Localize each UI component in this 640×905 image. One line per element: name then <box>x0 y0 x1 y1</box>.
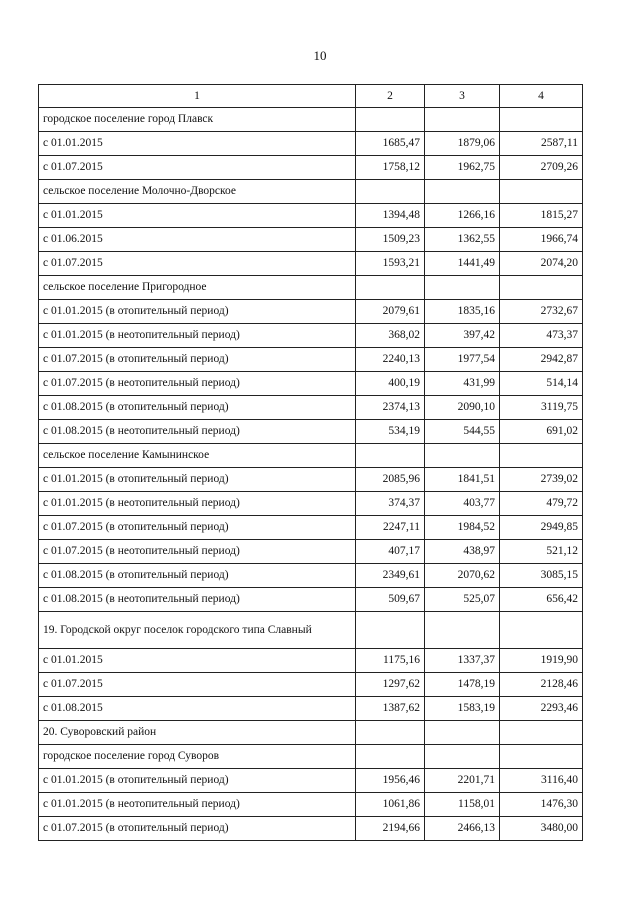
row-label: сельское поселение Пригородное <box>39 276 356 300</box>
value-col-4: 479,72 <box>500 492 583 516</box>
value-col-4 <box>500 180 583 204</box>
value-col-4: 1815,27 <box>500 204 583 228</box>
table-row <box>39 372 583 396</box>
row-label: с 01.08.2015 <box>39 697 356 721</box>
value-col-4 <box>500 444 583 468</box>
value-col-2: 374,37 <box>356 492 425 516</box>
value-col-2: 2079,61 <box>356 300 425 324</box>
table-row <box>39 540 583 564</box>
row-label: с 01.07.2015 (в неотопительный период) <box>39 372 356 396</box>
value-col-3: 438,97 <box>425 540 500 564</box>
table-row <box>39 252 583 276</box>
column-header-3: 3 <box>425 85 500 108</box>
value-col-2: 1061,86 <box>356 793 425 817</box>
value-col-2 <box>356 721 425 745</box>
table-row <box>39 817 583 841</box>
value-col-4: 3085,15 <box>500 564 583 588</box>
value-col-2: 1685,47 <box>356 132 425 156</box>
value-col-4 <box>500 721 583 745</box>
table-row <box>39 396 583 420</box>
row-label: с 01.01.2015 <box>39 649 356 673</box>
value-col-2 <box>356 612 425 649</box>
value-col-4: 2074,20 <box>500 252 583 276</box>
value-col-4 <box>500 612 583 649</box>
table-row <box>39 204 583 228</box>
value-col-3: 1337,37 <box>425 649 500 673</box>
value-col-2: 2194,66 <box>356 817 425 841</box>
row-label: сельское поселение Молочно-Дворское <box>39 180 356 204</box>
value-col-2: 2085,96 <box>356 468 425 492</box>
value-col-3: 1441,49 <box>425 252 500 276</box>
value-col-4: 473,37 <box>500 324 583 348</box>
row-label: с 01.07.2015 (в неотопительный период) <box>39 540 356 564</box>
table-row <box>39 420 583 444</box>
value-col-3: 1478,19 <box>425 673 500 697</box>
value-col-3: 1362,55 <box>425 228 500 252</box>
value-col-4: 691,02 <box>500 420 583 444</box>
value-col-3 <box>425 276 500 300</box>
row-label: с 01.07.2015 <box>39 252 356 276</box>
value-col-3: 2201,71 <box>425 769 500 793</box>
value-col-4: 2739,02 <box>500 468 583 492</box>
row-label: с 01.08.2015 (в неотопительный период) <box>39 420 356 444</box>
row-label: с 01.01.2015 (в отопительный период) <box>39 468 356 492</box>
row-label: с 01.01.2015 (в неотопительный период) <box>39 492 356 516</box>
table-row <box>39 348 583 372</box>
value-col-3: 1835,16 <box>425 300 500 324</box>
value-col-2: 2240,13 <box>356 348 425 372</box>
row-label: городское поселение город Суворов <box>39 745 356 769</box>
value-col-2: 1758,12 <box>356 156 425 180</box>
table-row <box>39 276 583 300</box>
value-col-3: 431,99 <box>425 372 500 396</box>
row-label: с 01.07.2015 <box>39 156 356 180</box>
value-col-3 <box>425 180 500 204</box>
value-col-3: 1158,01 <box>425 793 500 817</box>
table-row <box>39 180 583 204</box>
value-col-4: 1919,90 <box>500 649 583 673</box>
value-col-4: 2942,87 <box>500 348 583 372</box>
table-row <box>39 108 583 132</box>
value-col-2: 368,02 <box>356 324 425 348</box>
value-col-3: 2090,10 <box>425 396 500 420</box>
value-col-3: 1841,51 <box>425 468 500 492</box>
row-label: сельское поселение Камынинское <box>39 444 356 468</box>
value-col-2: 2349,61 <box>356 564 425 588</box>
value-col-3: 1962,75 <box>425 156 500 180</box>
table-row <box>39 156 583 180</box>
value-col-3: 403,77 <box>425 492 500 516</box>
value-col-2 <box>356 745 425 769</box>
value-col-2: 2374,13 <box>356 396 425 420</box>
value-col-3: 544,55 <box>425 420 500 444</box>
value-col-2: 2247,11 <box>356 516 425 540</box>
value-col-2: 1387,62 <box>356 697 425 721</box>
value-col-4: 2949,85 <box>500 516 583 540</box>
value-col-3 <box>425 721 500 745</box>
tariff-table-body <box>39 85 583 841</box>
value-col-4: 1966,74 <box>500 228 583 252</box>
row-label: с 01.01.2015 (в отопительный период) <box>39 300 356 324</box>
value-col-3: 397,42 <box>425 324 500 348</box>
table-row <box>39 468 583 492</box>
table-row <box>39 588 583 612</box>
column-header-1: 1 <box>39 85 356 108</box>
table-row <box>39 769 583 793</box>
value-col-3 <box>425 108 500 132</box>
value-col-4 <box>500 108 583 132</box>
row-label: городское поселение город Плавск <box>39 108 356 132</box>
table-row <box>39 673 583 697</box>
value-col-4: 514,14 <box>500 372 583 396</box>
table-header-row <box>39 85 583 108</box>
value-col-3 <box>425 612 500 649</box>
value-col-4: 2128,46 <box>500 673 583 697</box>
value-col-2 <box>356 108 425 132</box>
row-label: с 01.07.2015 (в отопительный период) <box>39 516 356 540</box>
value-col-4: 2732,67 <box>500 300 583 324</box>
table-row <box>39 228 583 252</box>
value-col-2: 1394,48 <box>356 204 425 228</box>
value-col-2: 1175,16 <box>356 649 425 673</box>
value-col-2 <box>356 444 425 468</box>
value-col-2: 1956,46 <box>356 769 425 793</box>
value-col-4: 3119,75 <box>500 396 583 420</box>
value-col-4: 2709,26 <box>500 156 583 180</box>
value-col-3 <box>425 745 500 769</box>
table-row <box>39 444 583 468</box>
value-col-3: 1879,06 <box>425 132 500 156</box>
value-col-2: 534,19 <box>356 420 425 444</box>
value-col-2 <box>356 180 425 204</box>
row-label: с 01.08.2015 (в отопительный период) <box>39 396 356 420</box>
row-label: с 01.07.2015 <box>39 673 356 697</box>
row-label: с 01.08.2015 (в отопительный период) <box>39 564 356 588</box>
value-col-2: 1297,62 <box>356 673 425 697</box>
value-col-2 <box>356 276 425 300</box>
column-header-2: 2 <box>356 85 425 108</box>
row-label: с 01.06.2015 <box>39 228 356 252</box>
value-col-3: 525,07 <box>425 588 500 612</box>
row-label: с 01.08.2015 (в неотопительный период) <box>39 588 356 612</box>
value-col-4: 2293,46 <box>500 697 583 721</box>
value-col-4 <box>500 745 583 769</box>
value-col-3: 1977,54 <box>425 348 500 372</box>
row-label: с 01.07.2015 (в отопительный период) <box>39 348 356 372</box>
value-col-2: 509,67 <box>356 588 425 612</box>
table-row <box>39 697 583 721</box>
value-col-2: 1509,23 <box>356 228 425 252</box>
row-label: с 01.01.2015 <box>39 132 356 156</box>
value-col-2: 1593,21 <box>356 252 425 276</box>
row-label: с 01.01.2015 (в отопительный период) <box>39 769 356 793</box>
value-col-2: 400,19 <box>356 372 425 396</box>
table-row <box>39 516 583 540</box>
table-row <box>39 300 583 324</box>
value-col-4: 1476,30 <box>500 793 583 817</box>
row-label: с 01.01.2015 (в неотопительный период) <box>39 324 356 348</box>
value-col-3 <box>425 444 500 468</box>
value-col-4: 2587,11 <box>500 132 583 156</box>
value-col-3: 1266,16 <box>425 204 500 228</box>
table-row <box>39 612 583 649</box>
value-col-4: 3480,00 <box>500 817 583 841</box>
value-col-3: 2466,13 <box>425 817 500 841</box>
column-header-4: 4 <box>500 85 583 108</box>
row-label: 20. Суворовский район <box>39 721 356 745</box>
value-col-3: 1984,52 <box>425 516 500 540</box>
table-row <box>39 132 583 156</box>
value-col-3: 1583,19 <box>425 697 500 721</box>
table-row <box>39 721 583 745</box>
row-label: с 01.01.2015 <box>39 204 356 228</box>
value-col-4: 521,12 <box>500 540 583 564</box>
tariff-table <box>38 84 583 841</box>
value-col-2: 407,17 <box>356 540 425 564</box>
table-row <box>39 492 583 516</box>
page-number: 10 <box>313 48 327 63</box>
table-row <box>39 564 583 588</box>
value-col-4: 3116,40 <box>500 769 583 793</box>
row-label: с 01.01.2015 (в неотопительный период) <box>39 793 356 817</box>
value-col-3: 2070,62 <box>425 564 500 588</box>
table-row <box>39 324 583 348</box>
row-label: с 01.07.2015 (в отопительный период) <box>39 817 356 841</box>
value-col-4: 656,42 <box>500 588 583 612</box>
value-col-4 <box>500 276 583 300</box>
table-row <box>39 649 583 673</box>
row-label: 19. Городской округ поселок городского типа Славный <box>39 612 356 649</box>
table-row <box>39 745 583 769</box>
table-row <box>39 793 583 817</box>
